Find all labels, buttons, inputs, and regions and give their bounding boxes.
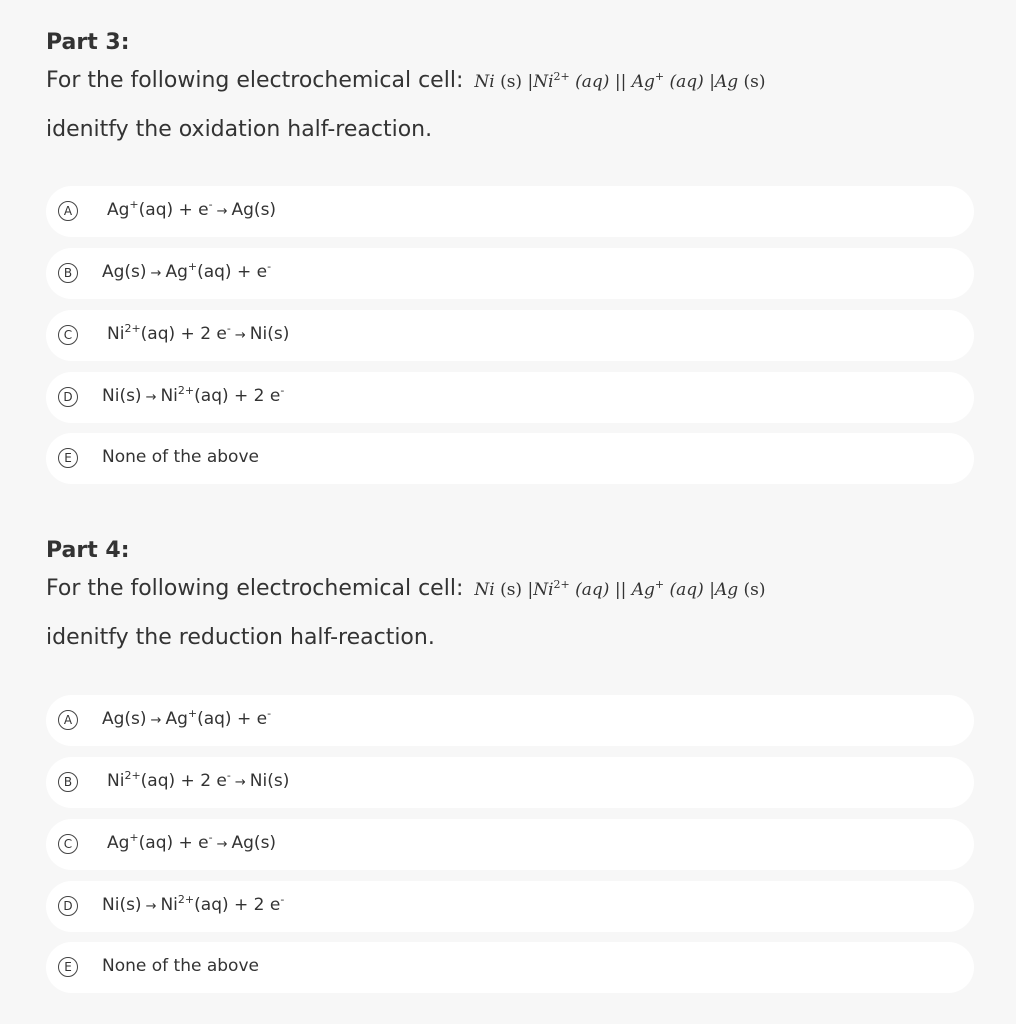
- answer-option-a[interactable]: [46, 186, 974, 237]
- option-letter-a: A: [58, 710, 78, 730]
- answer-option-d[interactable]: [46, 372, 974, 423]
- answer-option-a[interactable]: [46, 695, 974, 746]
- option-letter-c: C: [58, 834, 78, 854]
- answer-option-c[interactable]: [46, 310, 974, 361]
- option-letter-e: E: [58, 448, 78, 468]
- option-letter-d: D: [58, 896, 78, 916]
- cell-notation: Ni (s) $|Ni^{2+}$ (aq) || Ag+ (aq) |Ag (s): [474, 578, 766, 600]
- option-text: $Ni(s) \to Ni^{2+}(aq) + 2$ e-: [102, 893, 285, 915]
- answer-option-b[interactable]: [46, 248, 974, 299]
- answer-option-e[interactable]: [46, 942, 974, 993]
- option-text: Ag+(aq) + e- → Ag(s): [107, 198, 277, 220]
- part-title: Part 3:: [46, 30, 130, 55]
- answer-option-e[interactable]: [46, 433, 974, 484]
- option-letter-d: D: [58, 387, 78, 407]
- option-text: Ag(s) → Ag+(aq) + e-: [102, 707, 272, 729]
- option-text: Ag(s) → Ag+(aq) + e-: [102, 260, 272, 282]
- cell-notation: Ni (s) $|Ni^{2+}$ (aq) || Ag+ (aq) |Ag (s): [474, 70, 766, 92]
- answer-option-c[interactable]: [46, 819, 974, 870]
- prompt-text: For the following electrochemical cell:: [46, 68, 464, 93]
- part-title: Part 4:: [46, 538, 130, 563]
- option-letter-b: B: [58, 263, 78, 283]
- option-letter-c: C: [58, 325, 78, 345]
- question-prompt: [46, 576, 766, 601]
- question-instruction: idenitfy the reduction half-reaction.: [46, 625, 435, 650]
- prompt-text: For the following electrochemical cell:: [46, 576, 464, 601]
- question-prompt: [46, 68, 766, 93]
- option-text: Ag+(aq) + e- → Ag(s): [107, 831, 277, 853]
- option-letter-b: B: [58, 772, 78, 792]
- option-text: $Ni^{2+}(aq) + 2$ e- → Ni(s): [107, 322, 290, 344]
- option-text: $Ni(s) \to Ni^{2+}(aq) + 2$ e-: [102, 384, 285, 406]
- option-letter-a: A: [58, 201, 78, 221]
- option-text: $Ni^{2+}(aq) + 2$ e- → Ni(s): [107, 769, 290, 791]
- answer-option-b[interactable]: [46, 757, 974, 808]
- option-text: None of the above: [102, 447, 259, 467]
- question-instruction: idenitfy the oxidation half-reaction.: [46, 117, 433, 142]
- option-text: None of the above: [102, 956, 259, 976]
- option-letter-e: E: [58, 957, 78, 977]
- answer-option-d[interactable]: [46, 881, 974, 932]
